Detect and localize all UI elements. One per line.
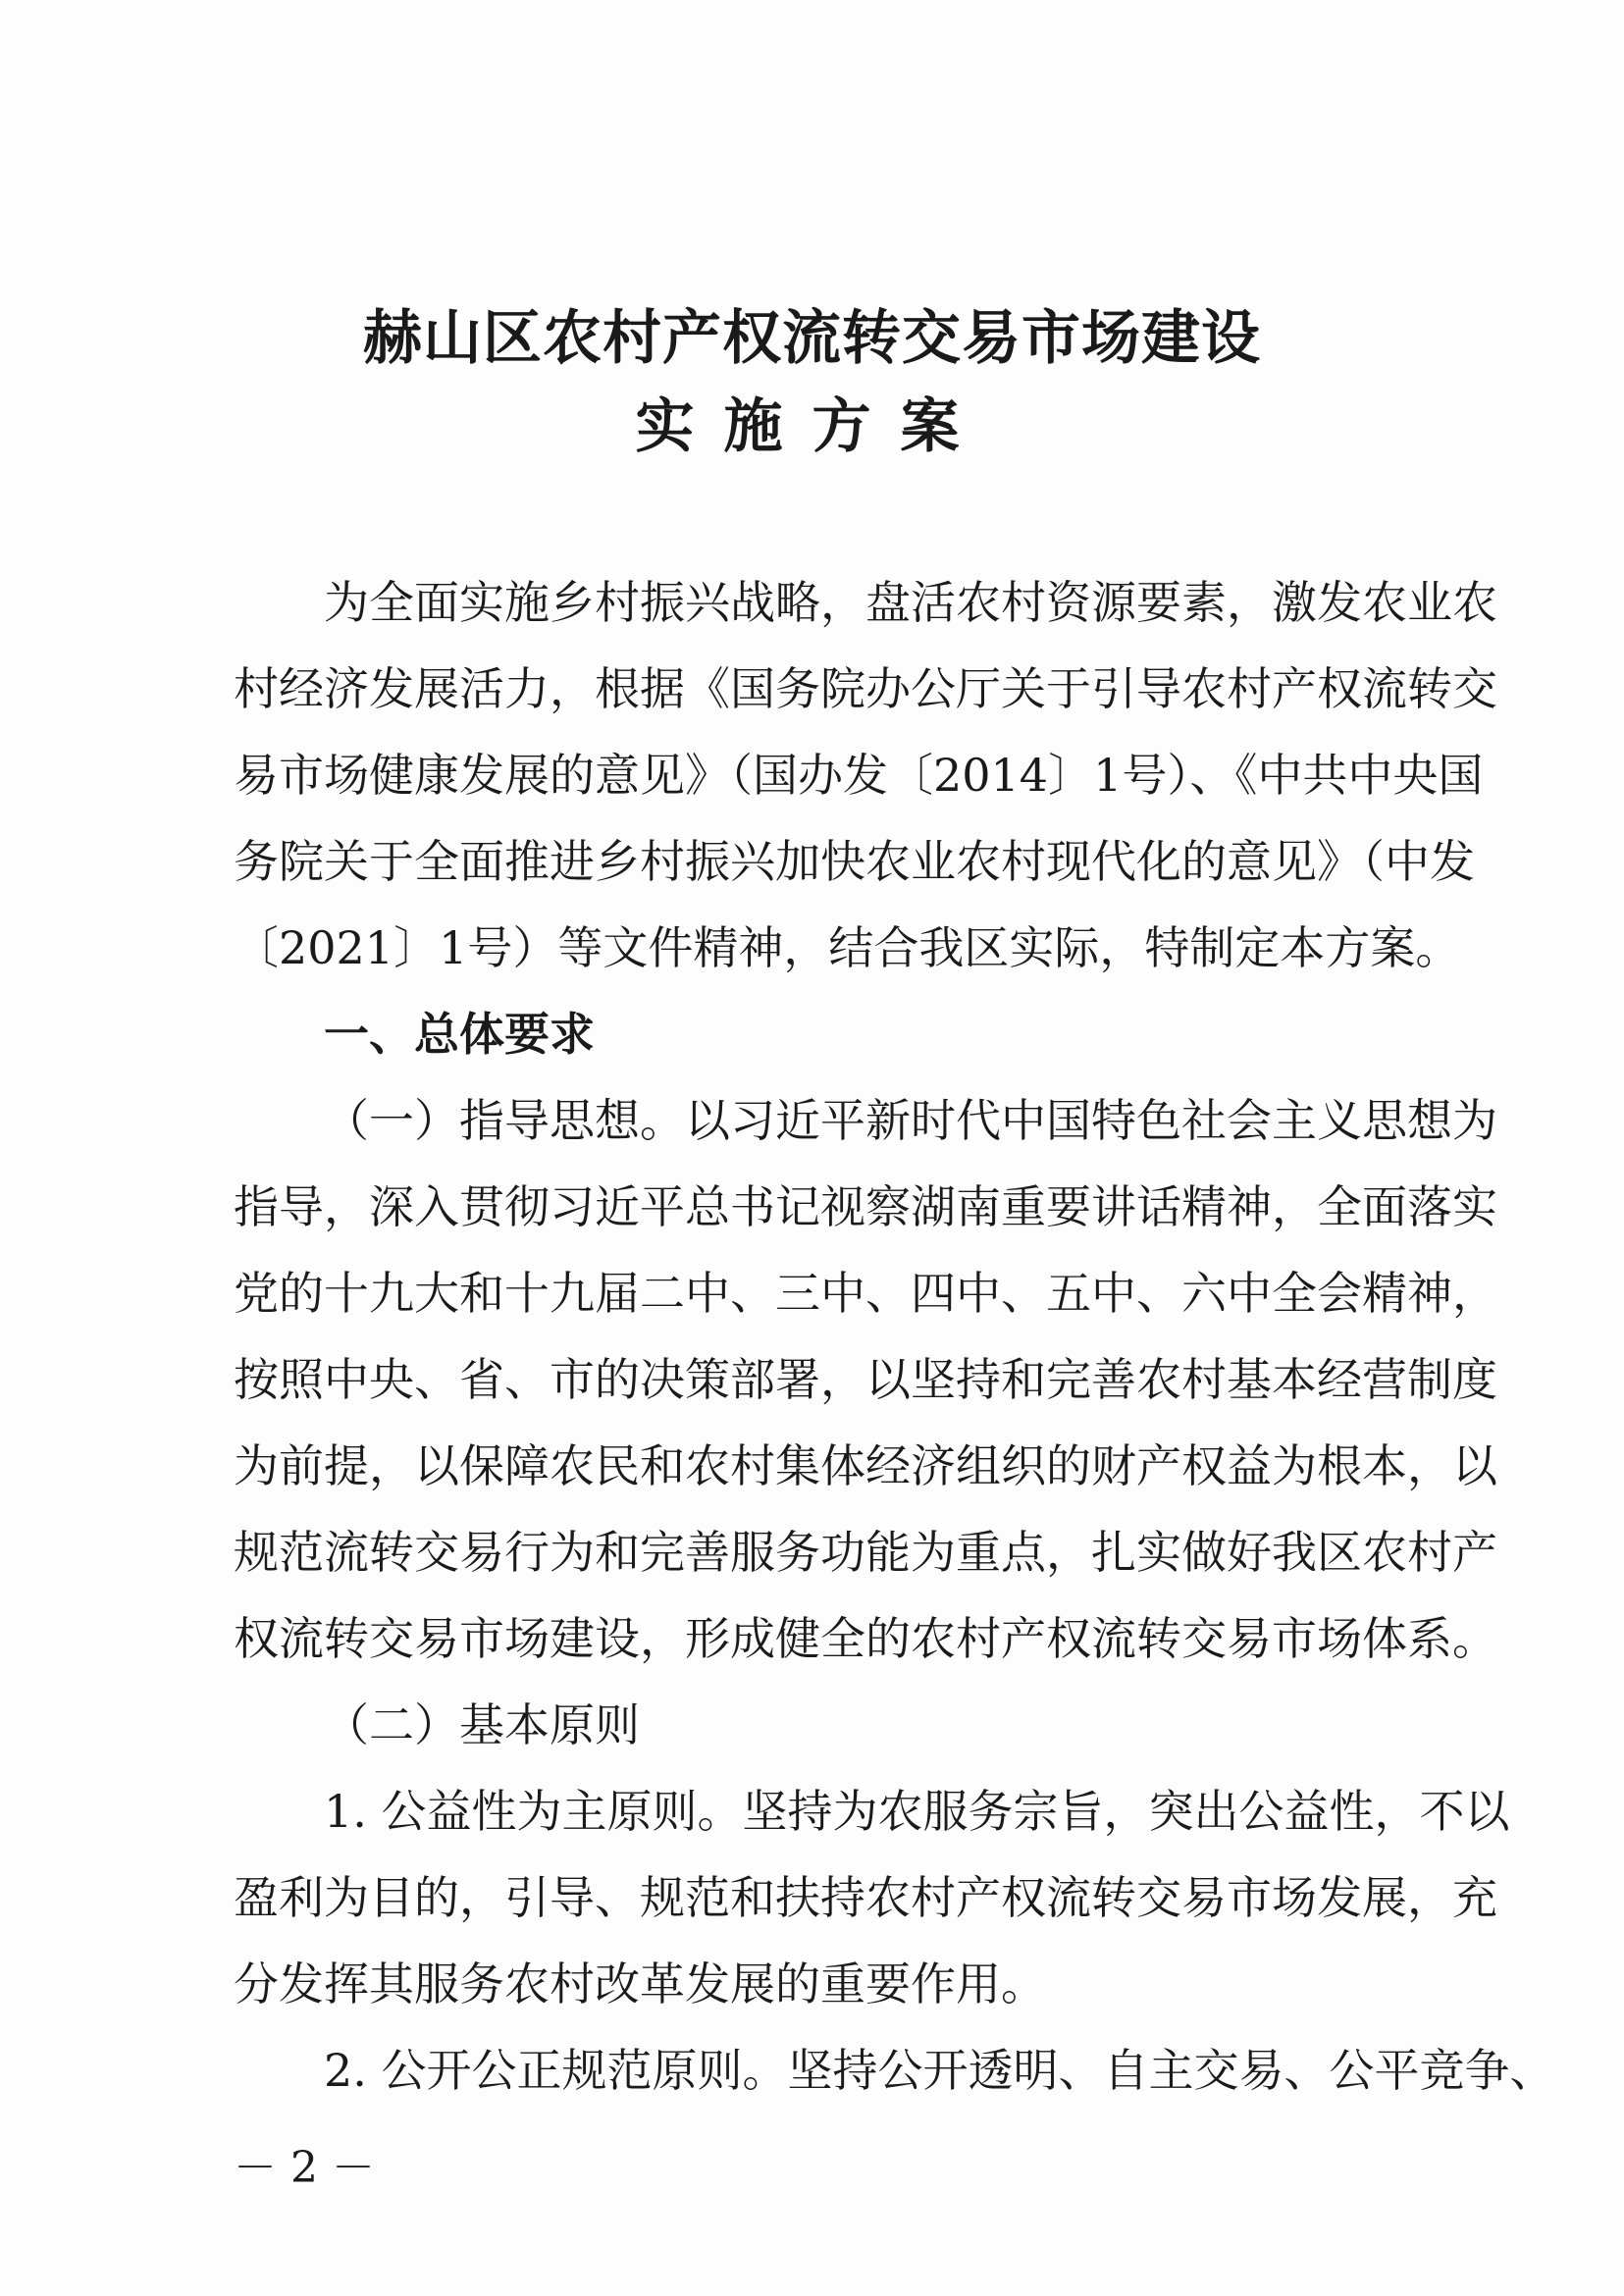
intro-line: 为全面实施乡村振兴战略，盘活农村资源要素，激发农业农 bbox=[324, 576, 1497, 629]
principle-line: 盈利为目的，引导、规范和扶持农村产权流转交易市场发展，充 bbox=[234, 1871, 1497, 1924]
intro-line: 村经济发展活力，根据《国务院办公厅关于引导农村产权流转交 bbox=[234, 662, 1497, 715]
page-number: － 2 － bbox=[234, 2143, 375, 2193]
principle-line: 1. 公益性为主原则。坚持为农服务宗旨，突出公益性，不以 bbox=[324, 1785, 1510, 1838]
intro-line: 易市场健康发展的意见》（国办发〔2014〕1号）、《中共中央国 bbox=[234, 749, 1484, 802]
document-title: 赫山区农村产权流转交易市场建设 bbox=[363, 304, 1261, 373]
subsection-heading: （二）基本原则 bbox=[324, 1698, 640, 1751]
principle-line: 2. 公开公正规范原则。坚持公开透明、自主交易、公平竞争、 bbox=[324, 2044, 1555, 2097]
document-subtitle: 实施方案 bbox=[635, 392, 989, 461]
intro-line: 〔2021〕1号）等文件精神，结合我区实际，特制定本方案。 bbox=[234, 921, 1461, 974]
guiding-line: 指导，深入贯彻习近平总书记视察湖南重要讲话精神，全面落实 bbox=[234, 1180, 1497, 1233]
section-heading: 一、总体要求 bbox=[324, 1008, 595, 1061]
guiding-line: 权流转交易市场建设，形成健全的农村产权流转交易市场体系。 bbox=[234, 1612, 1497, 1665]
intro-line: 务院关于全面推进乡村振兴加快农业农村现代化的意见》（中发 bbox=[234, 835, 1475, 888]
guiding-line: （一）指导思想。以习近平新时代中国特色社会主义思想为 bbox=[324, 1094, 1497, 1147]
guiding-line: 规范流转交易行为和完善服务功能为重点，扎实做好我区农村产 bbox=[234, 1526, 1497, 1579]
guiding-line: 党的十九大和十九届二中、三中、四中、五中、六中全会精神， bbox=[234, 1267, 1497, 1320]
guiding-line: 按照中央、省、市的决策部署，以坚持和完善农村基本经营制度 bbox=[234, 1353, 1497, 1406]
guiding-line: 为前提，以保障农民和农村集体经济组织的财产权益为根本，以 bbox=[234, 1439, 1497, 1492]
principle-line: 分发挥其服务农村改革发展的重要作用。 bbox=[234, 1957, 1046, 2010]
